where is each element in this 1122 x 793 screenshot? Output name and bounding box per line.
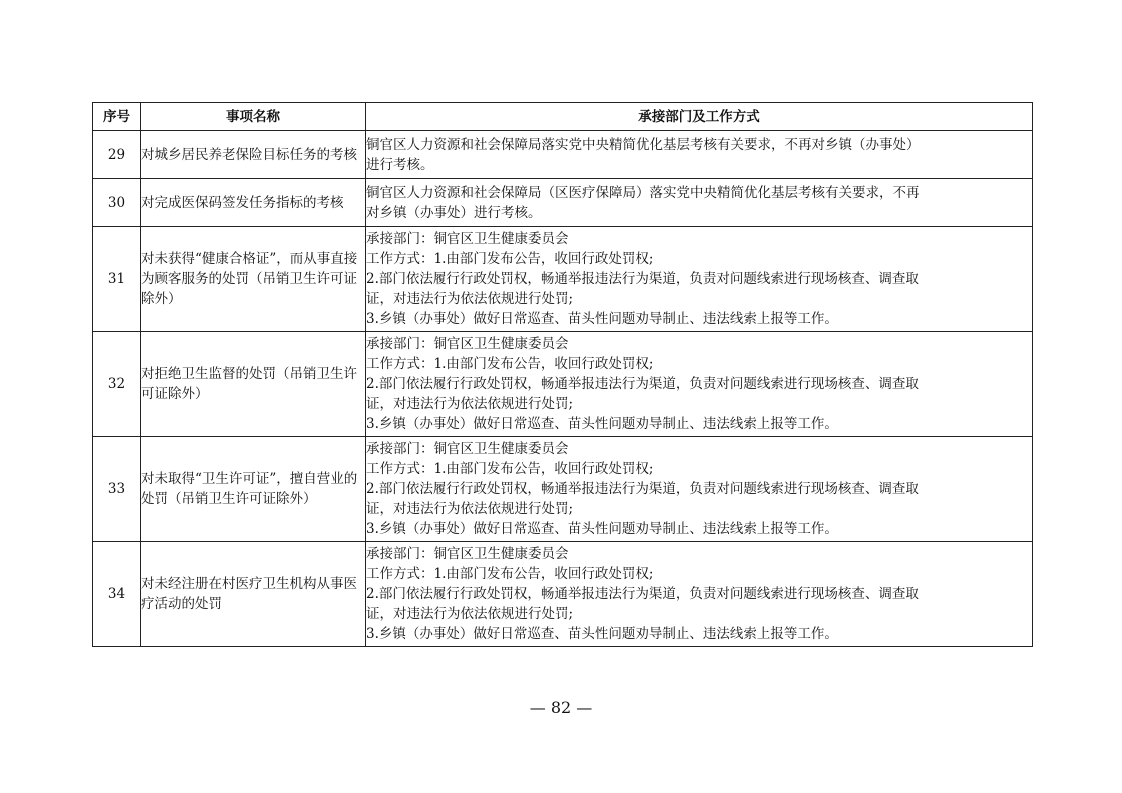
department-method-line: 工作方式：1.由部门发布公告，收回行政处罚权; (366, 356, 654, 372)
table-row (93, 179, 1033, 227)
department-method-line: 承接部门：铜官区卫生健康委员会 (366, 336, 569, 352)
header-serial-number: 序号 (93, 103, 141, 131)
serial-number: 31 (93, 227, 141, 332)
matter-name: 对拒绝卫生监督的处罚（吊销卫生许可证除外） (141, 332, 366, 437)
serial-number: 33 (93, 437, 141, 542)
department-method-line: 对乡镇（办事处）进行考核。 (366, 204, 542, 221)
department-method (366, 179, 1033, 227)
serial-number: 30 (93, 179, 141, 227)
page-number: — 82 — (529, 698, 593, 717)
matter-name: 对未获得“健康合格证”，而从事直接为顾客服务的处罚（吊销卫生许可证除外） (141, 227, 366, 332)
table-row (93, 131, 1033, 179)
table-row (93, 332, 1033, 437)
department-method (366, 227, 1033, 332)
department-method-line: 工作方式：1.由部门发布公告，收回行政处罚权; (366, 251, 654, 267)
matters-table (92, 102, 1033, 647)
department-method-line: 承接部门：铜官区卫生健康委员会 (366, 546, 569, 562)
department-method-line: 铜官区人力资源和社会保障局（区医疗保障局）落实党中央精简优化基层考核有关要求，不再 (366, 184, 920, 201)
serial-number: 34 (93, 542, 141, 647)
matter-name: 对城乡居民养老保险目标任务的考核 (141, 131, 366, 179)
department-method-line: 3.乡镇（办事处）做好日常巡查、苗头性问题劝导制止、违法线索上报等工作。 (366, 416, 838, 432)
matter-name: 对完成医保码签发任务指标的考核 (141, 179, 366, 227)
table-row (93, 227, 1033, 332)
department-method-line: 3.乡镇（办事处）做好日常巡查、苗头性问题劝导制止、违法线索上报等工作。 (366, 311, 838, 327)
department-method-line: 承接部门：铜官区卫生健康委员会 (366, 441, 569, 457)
department-method-line: 进行考核。 (366, 156, 434, 173)
department-method-line: 2.部门依法履行行政处罚权，畅通举报违法行为渠道，负责对问题线索进行现场核查、调查取 (366, 586, 919, 602)
department-method-line: 3.乡镇（办事处）做好日常巡查、苗头性问题劝导制止、违法线索上报等工作。 (366, 521, 838, 537)
department-method-line: 工作方式：1.由部门发布公告，收回行政处罚权; (366, 461, 654, 477)
department-method-line: 承接部门：铜官区卫生健康委员会 (366, 231, 569, 247)
department-method (366, 542, 1033, 647)
table-header-row (93, 103, 1033, 131)
matter-name: 对未取得“卫生许可证”，擅自营业的处罚（吊销卫生许可证除外） (141, 437, 366, 542)
department-method (366, 437, 1033, 542)
department-method-line: 2.部门依法履行行政处罚权，畅通举报违法行为渠道，负责对问题线索进行现场核查、调查取 (366, 481, 919, 497)
department-method-line: 证，对违法行为依法依规进行处罚; (366, 501, 574, 517)
department-method (366, 131, 1033, 179)
header-matter-name: 事项名称 (141, 103, 366, 131)
serial-number: 29 (93, 131, 141, 179)
department-method-line: 2.部门依法履行行政处罚权，畅通举报违法行为渠道，负责对问题线索进行现场核查、调查取 (366, 271, 919, 287)
department-method (366, 332, 1033, 437)
department-method-line: 证，对违法行为依法依规进行处罚; (366, 606, 574, 622)
table-row (93, 437, 1033, 542)
table-row (93, 542, 1033, 647)
matter-name: 对未经注册在村医疗卫生机构从事医疗活动的处罚 (141, 542, 366, 647)
serial-number: 32 (93, 332, 141, 437)
department-method-line: 铜官区人力资源和社会保障局落实党中央精简优化基层考核有关要求，不再对乡镇（办事处） (366, 136, 920, 153)
department-method-line: 工作方式：1.由部门发布公告，收回行政处罚权; (366, 566, 654, 582)
department-method-line: 证，对违法行为依法依规进行处罚; (366, 396, 574, 412)
header-department-method: 承接部门及工作方式 (366, 103, 1033, 131)
department-method-line: 3.乡镇（办事处）做好日常巡查、苗头性问题劝导制止、违法线索上报等工作。 (366, 626, 838, 642)
department-method-line: 证，对违法行为依法依规进行处罚; (366, 291, 574, 307)
department-method-line: 2.部门依法履行行政处罚权，畅通举报违法行为渠道，负责对问题线索进行现场核查、调查取 (366, 376, 919, 392)
